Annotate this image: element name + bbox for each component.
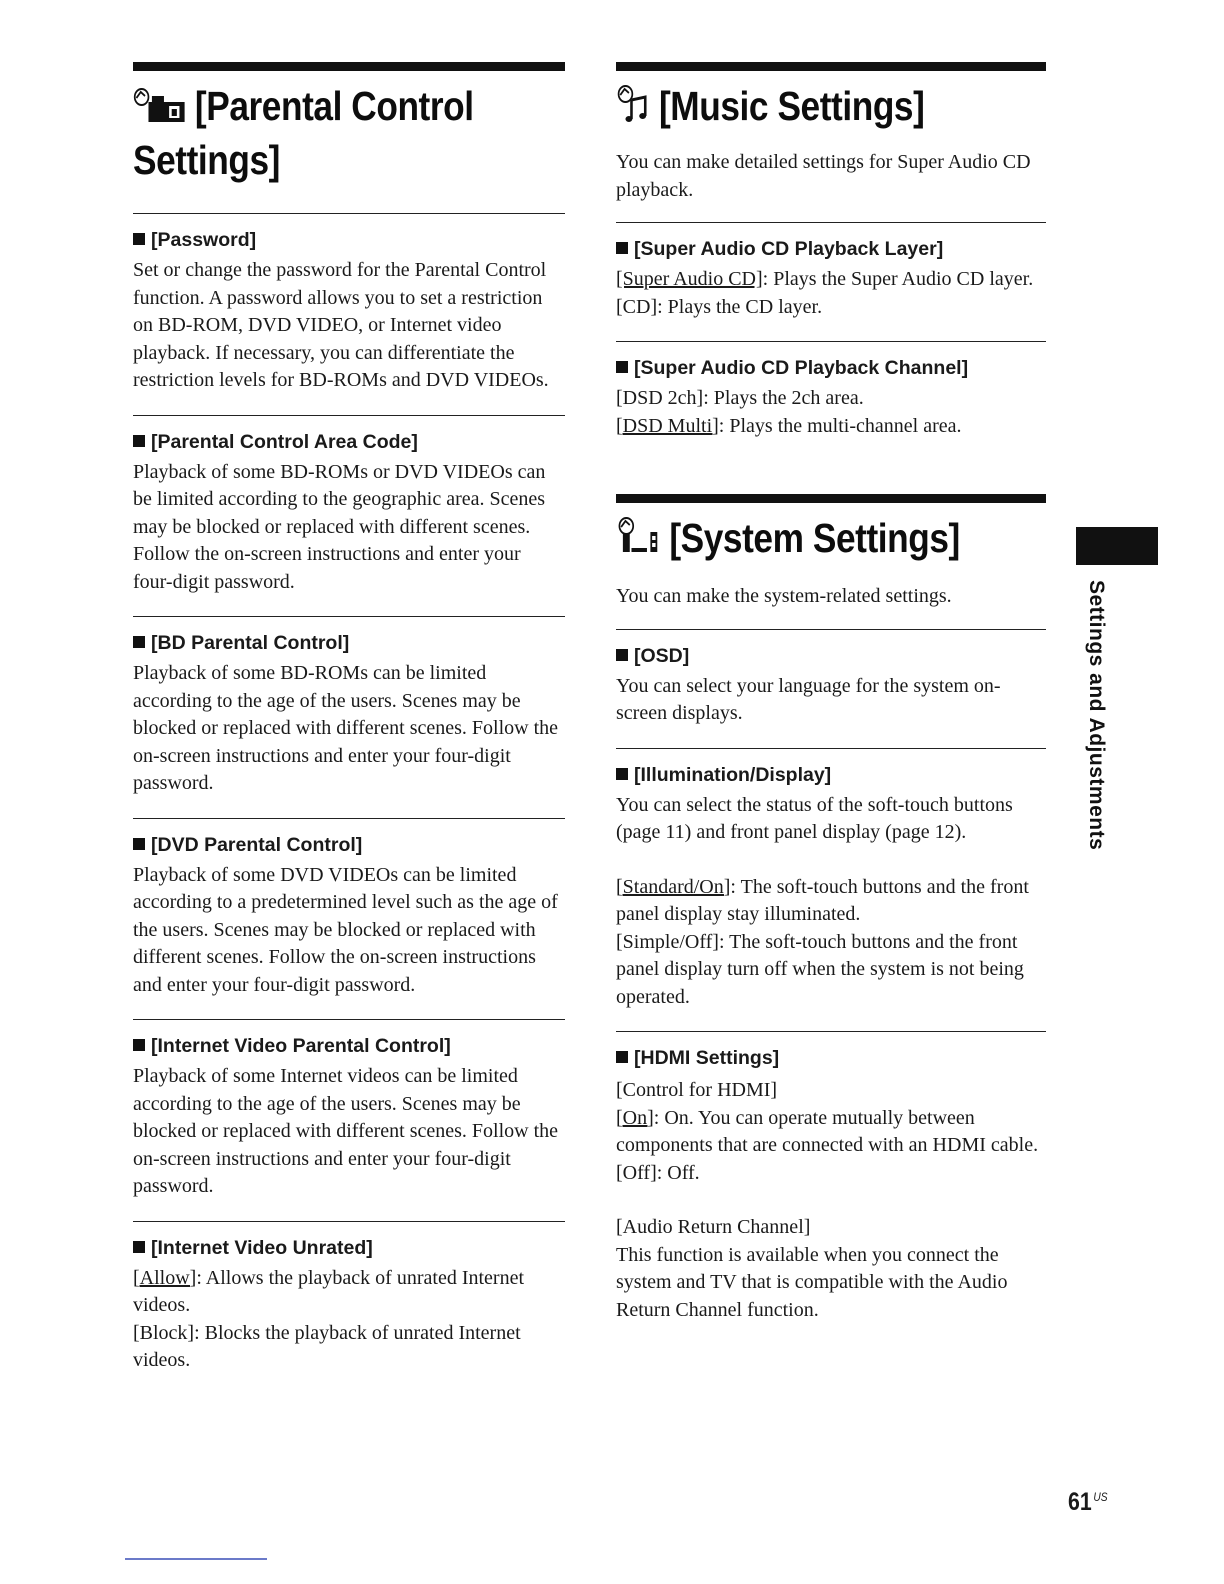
bullet-square-icon [133,636,145,648]
bd-parental-section [133,616,565,798]
area-code-text: Playback of some BD-ROMs or DVD VIDEOs can be limited according to the geographic area. Scenes may be blocked or replaced with different scenes. Follow the on-screen instructions and enter your four-digit password. [133,460,546,593]
allow-option [133,1265,565,1320]
playback-channel-heading [616,356,1046,381]
bullet-square-icon [133,233,145,245]
playback-layer-heading [616,237,1046,262]
playback-layer-heading-text: [Super Audio CD Playback Layer] [634,238,944,260]
parental-title-line1: [Parental Control [194,83,474,129]
osd-section [616,629,1046,728]
internet-unrated-heading [133,1236,565,1261]
osd-heading [616,644,1046,669]
hdmi-section [616,1031,1046,1324]
standard-on-option [616,874,1046,929]
standard-on-text: : The soft-touch buttons and the front panel display stay illuminated. [616,875,1029,925]
bullet-square-icon [133,1241,145,1253]
internet-unrated-section [133,1221,565,1375]
internet-parental-text: Playback of some Internet videos can be limited according to the age of the users. Scenes may be blocked or replaced with different scenes. Follow the on-screen instructions and enter your four-digit password. [133,1065,559,1197]
bullet-square-icon [616,1051,628,1063]
internet-parental-heading [133,1034,565,1059]
sacd-option [616,266,1046,294]
bd-parental-heading-text: [BD Parental Control] [151,632,350,654]
system-title-block [616,513,1046,567]
internet-parental-heading-text: [Internet Video Parental Control] [151,1035,451,1057]
hdmi-on-text: : On. You can operate mutually between components that are connected with an HDMI cable. [616,1106,1039,1156]
illumination-text: You can select the status of the soft-touch buttons (page 11) and front panel display (page 12). [616,793,1013,843]
dsd-multi-option [616,413,1046,441]
chapter-tab-marker [1076,527,1158,565]
bullet-square-icon [133,435,145,447]
osd-text: You can select your language for the system on-screen displays. [616,674,1001,724]
internet-parental-section [133,1019,565,1201]
page-number [1068,1488,1108,1517]
section-rule [133,62,565,71]
hdmi-on-label: [On] [616,1106,654,1129]
bullet-square-icon [616,361,628,373]
music-intro: You can make detailed settings for Super Audio CD playback. [616,151,1031,201]
music-note-icon [616,84,650,135]
music-title [616,81,986,135]
sacd-label: [Super Audio CD] [616,268,763,290]
password-heading [133,228,565,253]
system-title-text: [System Settings] [669,515,960,561]
page-number-value: 61 [1068,1488,1092,1516]
music-system-column [616,62,1046,1324]
playback-channel-section [616,341,1046,440]
bullet-square-icon [616,242,628,254]
playback-layer-section [616,222,1046,321]
parental-title-block [133,81,565,185]
section-rule [616,62,1046,71]
hdmi-off-option: [Off]: Off. [616,1161,700,1184]
playback-channel-heading-text: [Super Audio CD Playback Channel] [634,357,969,379]
parental-lock-icon [133,85,186,135]
audio-return-channel-label: [Audio Return Channel] [616,1216,811,1238]
standard-on-label: [Standard/On] [616,875,731,898]
parental-title [133,81,505,185]
section-rule [616,494,1046,503]
area-code-heading [133,430,565,455]
sacd-text: : Plays the Super Audio CD layer. [762,268,1034,290]
hdmi-on-option [616,1105,1046,1160]
osd-heading-text: [OSD] [634,644,690,667]
allow-label: [Allow] [133,1266,197,1289]
bullet-square-icon [616,768,628,780]
chapter-side-label: Settings and Adjustments [1085,580,1108,851]
illumination-heading [616,763,1046,788]
bullet-square-icon [133,838,145,850]
dvd-parental-text: Playback of some DVD VIDEOs can be limited according to a predetermined level such as the age of the users. Scenes may be blocked or replaced with different scenes. Follow the on-screen instructions and enter your four-digit password. [133,863,558,996]
dsd-multi-text: : Plays the multi-channel area. [718,414,962,437]
system-intro: You can make the system-related settings. [616,585,952,607]
hdmi-heading [616,1046,1046,1071]
music-title-text: [Music Settings] [659,83,925,129]
parental-control-column [133,62,565,1375]
system-title [616,513,986,567]
cd-option: [CD]: Plays the CD layer. [616,295,823,318]
simple-off-option: [Simple/Off]: The soft-touch buttons and the front panel display turn off when the system is not being operated. [616,930,1024,1008]
bd-parental-text: Playback of some BD-ROMs can be limited according to the age of the users. Scenes may be blocked or replaced with different scenes. Follow the on-screen instructions and enter your four-digit password. [133,662,559,794]
control-for-hdmi-label: [Control for HDMI] [616,1079,778,1101]
music-title-block [616,81,1046,135]
hdmi-heading-text: [HDMI Settings] [634,1047,780,1069]
audio-return-channel-text: This function is available when you connect the system and TV that is compatible with the Audio Return Channel function. [616,1243,1008,1321]
illumination-section [616,748,1046,1012]
dsd-multi-label: [DSD Multi] [616,414,719,437]
password-heading-text: [Password] [151,229,257,251]
dvd-parental-section [133,818,565,1000]
bullet-square-icon [616,649,628,661]
bd-parental-heading [133,631,565,656]
password-section [133,213,565,395]
bullet-square-icon [133,1039,145,1051]
dvd-parental-heading-text: [DVD Parental Control] [151,833,363,856]
illumination-heading-text: [Illumination/Display] [634,763,832,786]
page-number-suffix: US [1093,1490,1108,1504]
footer-rule [125,1558,267,1560]
system-toolbox-icon [616,516,661,567]
dsd-2ch-option: [DSD 2ch]: Plays the 2ch area. [616,387,864,409]
dvd-parental-heading [133,833,565,858]
area-code-heading-text: [Parental Control Area Code] [151,430,418,453]
internet-unrated-heading-text: [Internet Video Unrated] [151,1236,373,1259]
block-option: [Block]: Blocks the playback of unrated Internet videos. [133,1321,521,1371]
allow-text: : Allows the playback of unrated Internet videos. [133,1266,525,1316]
password-text: Set or change the password for the Parental Control function. A password allows you to set a restriction on BD-ROM, DVD VIDEO, or Internet video playback. If necessary, you can differentiate the restriction levels for BD-ROMs and DVD VIDEOs. [133,259,549,391]
area-code-section [133,415,565,597]
parental-title-line2: Settings] [133,137,280,183]
